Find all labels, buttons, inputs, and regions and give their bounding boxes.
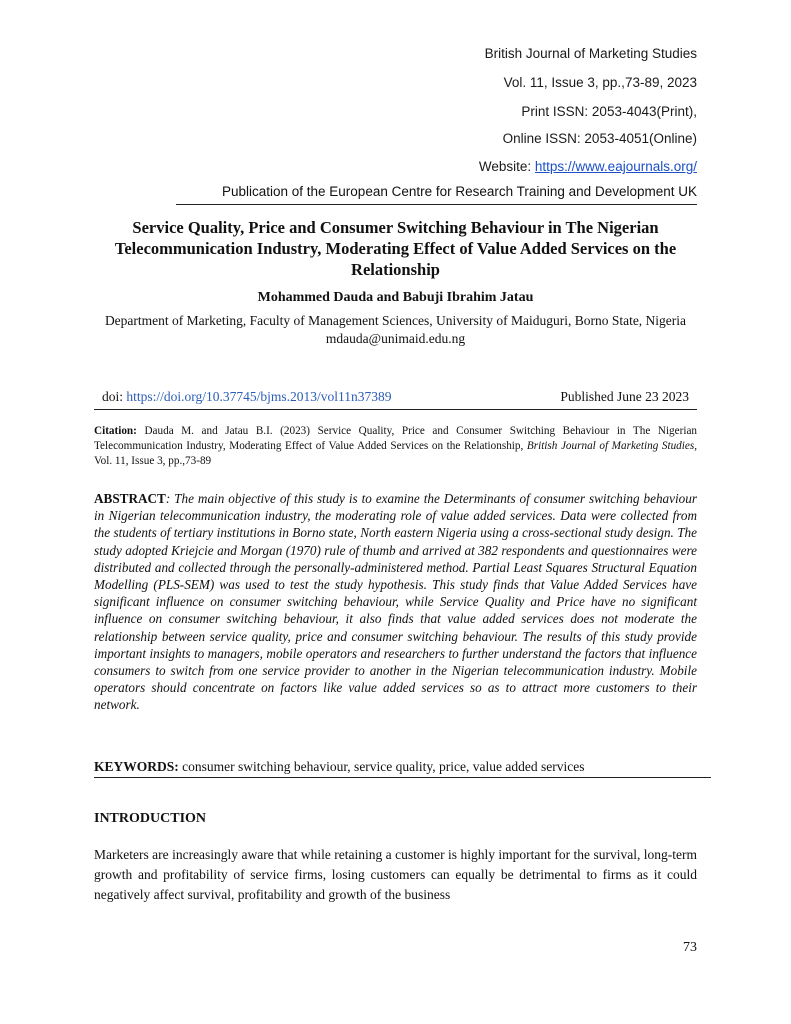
author-email: mdauda@unimaid.edu.ng	[325, 331, 466, 346]
introduction-paragraph: Marketers are increasingly aware that while retaining a customer is highly important for the survival, long-term growth and profitability of service firms, losing customers can equally be detrimental to firms as it could negatively affect survival, profitability and growth of the business	[94, 847, 697, 902]
page-number: 73	[683, 940, 697, 955]
doi-line	[94, 389, 697, 410]
citation	[94, 424, 697, 469]
print-issn: Print ISSN: 2053-4043(Print),	[521, 104, 697, 119]
website-link[interactable]: https://www.eajournals.org/	[534, 159, 697, 174]
doi	[102, 389, 392, 405]
citation-tail: , Vol. 11, Issue 3, pp.,73-89	[94, 440, 697, 467]
affiliation: Department of Marketing, Faculty of Management Sciences, University of Maiduguri, Borno State, Nigeria	[104, 313, 687, 328]
citation-label: Citation:	[94, 425, 137, 437]
published-date: Published June 23 2023	[560, 389, 689, 404]
doi-link[interactable]: https://doi.org/10.37745/bjms.2013/vol11n37389	[126, 389, 392, 404]
journal-name: British Journal of Marketing Studies	[484, 46, 697, 61]
citation-text: Dauda M. and Jatau B.I. (2023) Service Quality, Price and Consumer Switching Behaviour in The Nigerian Telecommunication Industry, Moderating Effect of Value Added Services on the Relationship,	[94, 425, 697, 452]
website-label: Website:	[478, 159, 535, 174]
publisher-line: Publication of the European Centre for Research Training and Development UK	[176, 184, 697, 205]
keywords-label: KEYWORDS:	[94, 759, 179, 774]
article-title: Service Quality, Price and Consumer Switching Behaviour in The Nigerian Telecommunication Industry, Moderating Effect of Value Added Services on the Relationship	[114, 218, 677, 279]
keywords	[94, 759, 711, 778]
doi-label: doi:	[102, 389, 127, 404]
affiliation-block	[94, 312, 697, 348]
abstract-label: ABSTRACT	[94, 491, 166, 506]
website-line	[479, 159, 697, 174]
volume-info: Vol. 11, Issue 3, pp.,73-89, 2023	[503, 75, 697, 90]
abstract	[94, 490, 697, 714]
abstract-text: : The main objective of this study is to examine the Determinants of consumer switching behaviour in Nigerian telecommunication industry, the moderating role of value added services. Data were collected from the students of tertiary institutions in Borno state, North eastern Nigeria using a cross-sectional study design. The study adopted Kriejcie and Morgan (1970) rule of thumb and arrived at 382 respondents and questionnaires were distributed and collected through the personally-administered method. Partial Least Squares Structural Equation Modelling (PLS-SEM) was used to test the study hypothesis. This study finds that Value Added Services have significant influence on consumer switching behaviour, while Service Quality and Price have no significant influence on consumer switching behaviour, it also finds that value added services does not moderate the relationship between service quality, price and consumer switching behaviour. The results of this study provide important insights to managers, mobile operators and researchers to further understand the factors that influence consumers to switch from one service provider to another in the Nigerian telecommunication industry. Mobile operators should concentrate on factors like value added services so as to attract more customers to their network.	[94, 491, 697, 713]
authors: Mohammed Dauda and Babuji Ibrahim Jatau	[257, 290, 534, 305]
introduction-heading: INTRODUCTION	[94, 811, 207, 826]
online-issn: Online ISSN: 2053-4051(Online)	[502, 131, 697, 146]
keywords-text: consumer switching behaviour, service quality, price, value added services	[178, 759, 585, 774]
citation-journal: British Journal of Marketing Studies	[526, 440, 695, 452]
